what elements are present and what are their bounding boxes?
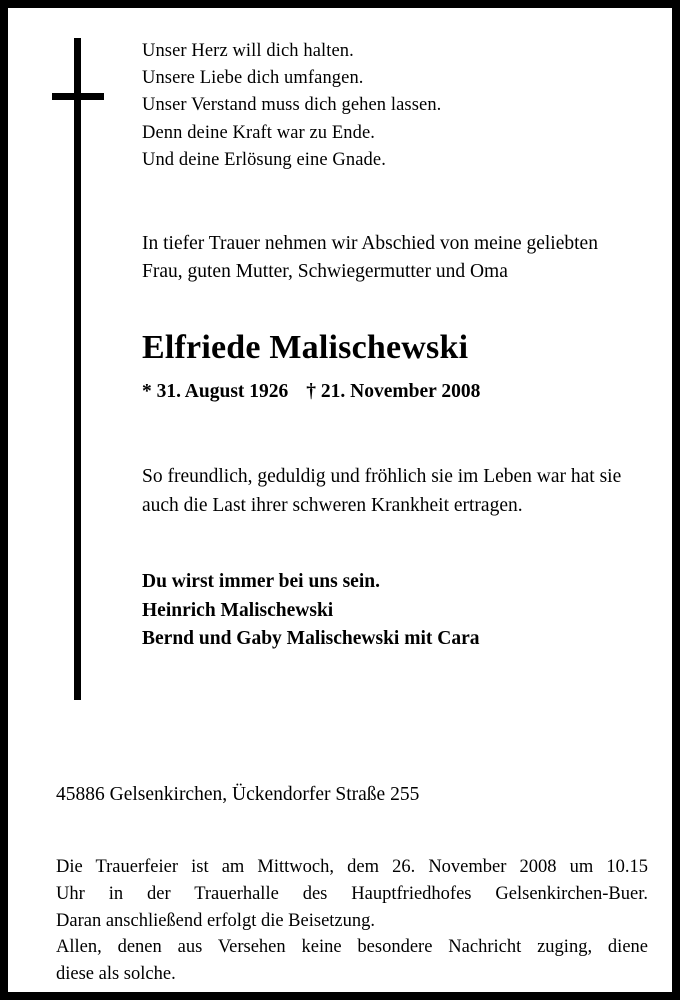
- verse-line-1: Unser Herz will dich halten.: [142, 41, 354, 61]
- obituary-paper: [8, 8, 672, 992]
- notice-line-2: diese als solche.: [56, 964, 176, 985]
- family-line-2: Heinrich Malischewski: [142, 599, 334, 621]
- verse-line-2: Unsere Liebe dich umfangen.: [142, 68, 364, 89]
- obituary-content: [142, 38, 662, 654]
- cross-icon: [74, 38, 81, 700]
- funeral-line-1: Die Trauerfeier ist am Mittwoch, dem 26. November 2008 um 10.15: [56, 857, 648, 877]
- death-date: † 21. November 2008: [306, 381, 481, 403]
- birth-date: * 31. August 1926: [142, 381, 289, 403]
- mourning-intro: In tiefer Trauer nehmen wir Abschied von meine geliebten Frau, guten Mutter, Schwiegermutter und Oma: [142, 232, 598, 282]
- memorial-poem: So freundlich, geduldig und fröhlich sie im Leben war hat sie auch die Last ihrer schweren Krankheit ertragen.: [142, 466, 622, 516]
- verse-block: [142, 38, 662, 174]
- address-line: 45886 Gelsenkirchen, Ückendorfer Straße 255: [56, 784, 420, 805]
- family-block: [142, 568, 662, 654]
- verse-line-4: Denn deine Kraft war zu Ende.: [142, 122, 376, 143]
- funeral-line-3: Daran anschließend erfolgt die Beisetzung.: [56, 910, 376, 931]
- family-line-1: Du wirst immer bei uns sein.: [142, 570, 380, 592]
- cross-icon-crossbar: [52, 93, 104, 100]
- verse-line-3: Unser Verstand muss dich gehen lassen.: [142, 95, 442, 116]
- deceased-name: Elfriede Malischewski: [142, 329, 469, 367]
- funeral-line-2: Uhr in der Trauerhalle des Hauptfriedhofes Gelsenkirchen-Buer.: [56, 883, 648, 904]
- life-dates: [142, 381, 662, 403]
- funeral-details: [56, 854, 648, 988]
- notice-line-1: Allen, denen aus Versehen keine besondere Nachricht zuging, diene: [56, 937, 648, 958]
- family-line-3: Bernd und Gaby Malischewski mit Cara: [142, 628, 480, 650]
- verse-line-5: Und deine Erlösung eine Gnade.: [142, 149, 386, 170]
